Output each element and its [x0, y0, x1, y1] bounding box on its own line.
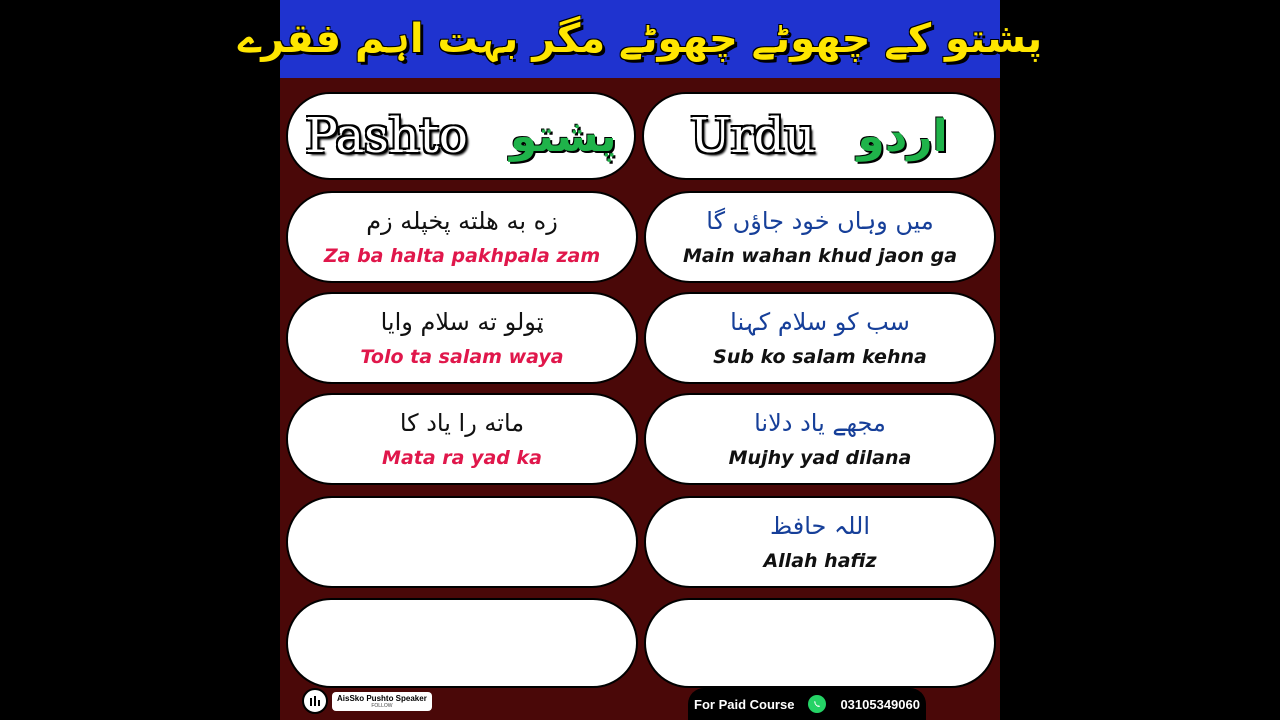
urdu-phrase-native: اللہ حافظ	[769, 512, 871, 540]
phone-number: 03105349060	[840, 696, 920, 712]
urdu-phrase-card	[644, 191, 996, 283]
urdu-phrase-roman: Allah hafiz	[763, 550, 877, 572]
banner-title: پشتو کے چھوٹے چھوٹے مگر بہت اہم فقرے	[237, 16, 1043, 62]
logo-text: AisSko Pushto Speaker	[337, 693, 427, 703]
pashto-phrase-roman: Tolo ta salam waya	[360, 346, 564, 368]
urdu-header	[642, 92, 996, 180]
logo-label	[332, 692, 432, 711]
phrase-card	[237, 0, 1043, 720]
pashto-phrase-card	[286, 496, 638, 588]
pashto-header-native: پشتو	[509, 110, 617, 162]
urdu-phrase-card	[644, 292, 996, 384]
logo-icon	[302, 688, 328, 714]
pashto-phrase-native: ټولو ته سلام وایا	[380, 308, 544, 336]
urdu-header-latin: Urdu	[690, 108, 816, 164]
channel-logo[interactable]	[302, 688, 432, 714]
title-banner	[237, 0, 1043, 78]
pashto-phrase-card	[286, 393, 638, 485]
pashto-header	[286, 92, 636, 180]
urdu-phrase-native: مجھے یاد دلانا	[754, 409, 886, 437]
urdu-phrase-card	[644, 598, 996, 688]
urdu-phrase-card	[644, 496, 996, 588]
pashto-phrase-native: ماته را یاد کا	[399, 409, 525, 437]
urdu-phrase-native: سب کو سلام کہنا	[730, 308, 910, 336]
whatsapp-icon	[808, 695, 826, 713]
pashto-phrase-roman: Za ba halta pakhpala zam	[323, 245, 601, 267]
pashto-phrase-native: زه به هلته پخپله زم	[366, 207, 558, 235]
pashto-phrase-card	[286, 191, 638, 283]
pashto-header-latin: Pashto	[305, 108, 468, 164]
pashto-phrase-roman: Mata ra yad ka	[382, 447, 542, 469]
urdu-phrase-native: میں وہاں خود جاؤں گا	[706, 207, 934, 235]
urdu-phrase-card	[644, 393, 996, 485]
pashto-phrase-card	[286, 292, 638, 384]
pashto-phrase-card	[286, 598, 638, 688]
urdu-phrase-roman: Main wahan khud jaon ga	[682, 245, 958, 267]
paid-course-label: For Paid Course	[694, 696, 795, 712]
contact-bar[interactable]	[688, 688, 926, 720]
urdu-phrase-roman: Mujhy yad dilana	[728, 447, 912, 469]
urdu-header-native: اردو	[857, 110, 948, 162]
urdu-phrase-roman: Sub ko salam kehna	[713, 346, 927, 368]
logo-subtext: FOLLOW	[371, 702, 393, 709]
